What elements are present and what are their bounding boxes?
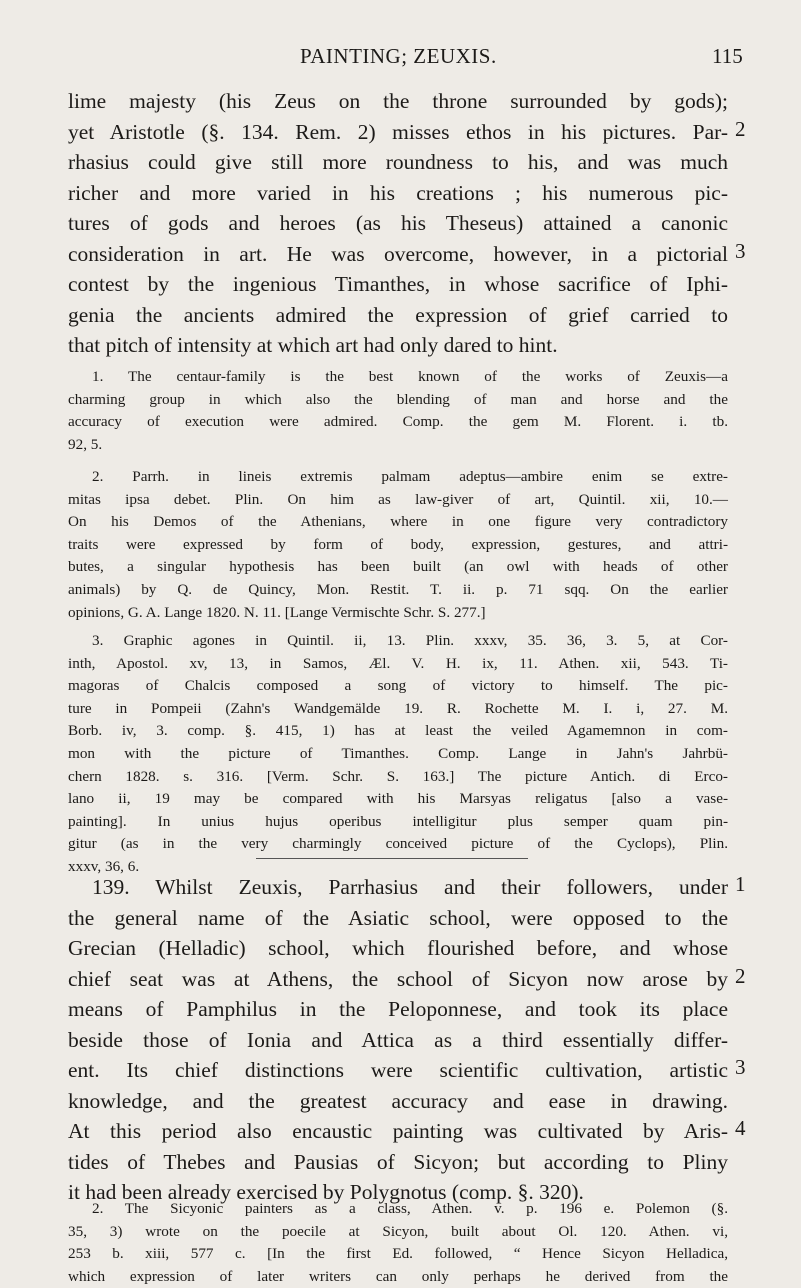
margin-number: 3 xyxy=(735,239,746,263)
text-line: 139. Whilst Zeuxis, Parrhasius and their followers, under xyxy=(92,875,728,899)
note-line: gitur (as in the very charmingly conceived picture of the Cyclops), Plin. xyxy=(68,835,728,853)
note-line: charming group in which also the blending of man and horse and the xyxy=(68,390,728,408)
text-line: lime majesty (his Zeus on the throne surrounded by gods); xyxy=(68,89,728,113)
footnote-3 xyxy=(68,630,728,879)
text-line: beside those of Ionia and Attica as a third essentially differ- xyxy=(68,1027,728,1052)
text-line: yet Aristotle (§. 134. Rem. 2) misses ethos in his pictures. Par- xyxy=(68,119,728,144)
text-line: it had been already exercised by Polygnotus (comp. §. 320). xyxy=(68,1180,584,1204)
note-line: butes, a singular hypothesis has been built (an owl with heads of other xyxy=(68,558,728,576)
note-line: Borb. iv, 3. comp. §. 415, 1) has at least the veiled Agamemnon in com- xyxy=(68,722,728,740)
page-number: 115 xyxy=(712,44,743,68)
note-line: xxxv, 36, 6. xyxy=(68,857,140,875)
text-line: tides of Thebes and Pausias of Sicyon; but according to Pliny xyxy=(68,1149,728,1174)
note-line: 3. Graphic agones in Quintil. ii, 13. Plin. xxxv, 35. 36, 3. 5, at Cor- xyxy=(92,632,728,649)
note-line: accuracy of execution were admired. Comp. the gem M. Florent. i. tb. xyxy=(68,413,728,431)
text-line: chief seat was at Athens, the school of Sicyon now arose by xyxy=(68,966,728,991)
note-line: inth, Apostol. xv, 13, in Samos, Æl. V. H. ix, 11. Athen. xii, 543. Ti- xyxy=(68,654,728,672)
page-header xyxy=(0,44,801,72)
note-line: opinions, G. A. Lange 1820. N. 11. [Lange Vermischte Schr. S. 277.] xyxy=(68,603,486,621)
note-line: chern 1828. s. 316. [Verm. Schr. S. 163.] The picture Antich. di Erco- xyxy=(68,767,728,785)
note-line: 253 b. xiii, 577 c. [In the first Ed. followed, “ Hence Sicyon Helladica, xyxy=(68,1245,728,1263)
text-line: rhasius could give still more roundness to his, and was much xyxy=(68,150,728,174)
margin-number: 3 xyxy=(735,1055,746,1079)
note-line: 2. Parrh. in lineis extremis palmam adeptus—ambire enim se extre- xyxy=(92,468,728,485)
note-line: ture in Pompeii (Zahn's Wandgemälde 19. R. Rochette M. I. i, 27. M. xyxy=(68,699,728,717)
text-line: richer and more varied in his creations ; his numerous pic- xyxy=(68,180,728,205)
note-line: magoras of Chalcis composed a song of victory to himself. The pic- xyxy=(68,677,728,695)
text-line: the general name of the Asiatic school, were opposed to the xyxy=(68,905,728,930)
text-line: At this period also encaustic painting was cultivated by Aris- xyxy=(68,1119,728,1143)
note-line: painting]. In unius hujus operibus intelligitur plus semper quam pin- xyxy=(68,812,728,830)
section-divider xyxy=(256,858,528,859)
note-line: mitas ipsa debet. Plin. On him as law-giver of art, Quintil. xii, 10.— xyxy=(68,490,728,508)
note-line: 2. The Sicyonic painters as a class, Athen. v. p. 196 e. Polemon (§. xyxy=(92,1200,728,1217)
note-line: 92, 5. xyxy=(68,435,103,453)
footnote-bottom xyxy=(68,1198,728,1288)
note-line: 1. The centaur-family is the best known of the works of Zeuxis—a xyxy=(92,368,728,385)
note-line: animals) by Q. de Quincy, Mon. Restit. T. ii. p. 71 sqq. On the earlier xyxy=(68,580,728,598)
section-139 xyxy=(68,872,728,1208)
note-line: traits were expressed by form of body, expression, gestures, and attri- xyxy=(68,535,728,553)
note-line: mon with the picture of Timanthes. Comp. Lange in Jahn's Jahrbü- xyxy=(68,744,728,762)
footnote-1 xyxy=(68,366,728,456)
note-line: On his Demos of the Athenians, where in one figure very contradictory xyxy=(68,513,728,531)
text-line: ent. Its chief distinctions were scientific cultivation, artistic xyxy=(68,1058,728,1082)
text-line: consideration in art. He was overcome, however, in a pictorial xyxy=(68,241,728,266)
margin-number: 2 xyxy=(735,964,746,988)
margin-number: 4 xyxy=(735,1116,746,1140)
text-line: tures of gods and heroes (as his Theseus) attained a canonic xyxy=(68,211,728,235)
text-line: means of Pamphilus in the Peloponnese, and took its place xyxy=(68,997,728,1021)
text-line: that pitch of intensity at which art had only dared to hint. xyxy=(68,333,558,357)
text-line: knowledge, and the greatest accuracy and ease in drawing. xyxy=(68,1088,728,1113)
top-paragraph xyxy=(68,86,728,361)
running-title: PAINTING; ZEUXIS. xyxy=(300,44,497,68)
margin-number: 1 xyxy=(735,872,746,896)
text-line: Grecian (Helladic) school, which flourished before, and whose xyxy=(68,936,728,960)
note-line: lano ii, 19 may be compared with his Marsyas religatus [also a vase- xyxy=(68,790,728,808)
note-line: 35, 3) wrote on the poecile at Sicyon, built about Ol. 120. Athen. vi, xyxy=(68,1222,728,1240)
text-line: genia the ancients admired the expression of grief carried to xyxy=(68,302,728,327)
footnote-2 xyxy=(68,466,728,624)
text-line: contest by the ingenious Timanthes, in whose sacrifice of Iphi- xyxy=(68,272,728,296)
margin-number: 2 xyxy=(735,117,746,141)
note-line: which expression of later writers can only perhaps he derived from the xyxy=(68,1267,728,1285)
